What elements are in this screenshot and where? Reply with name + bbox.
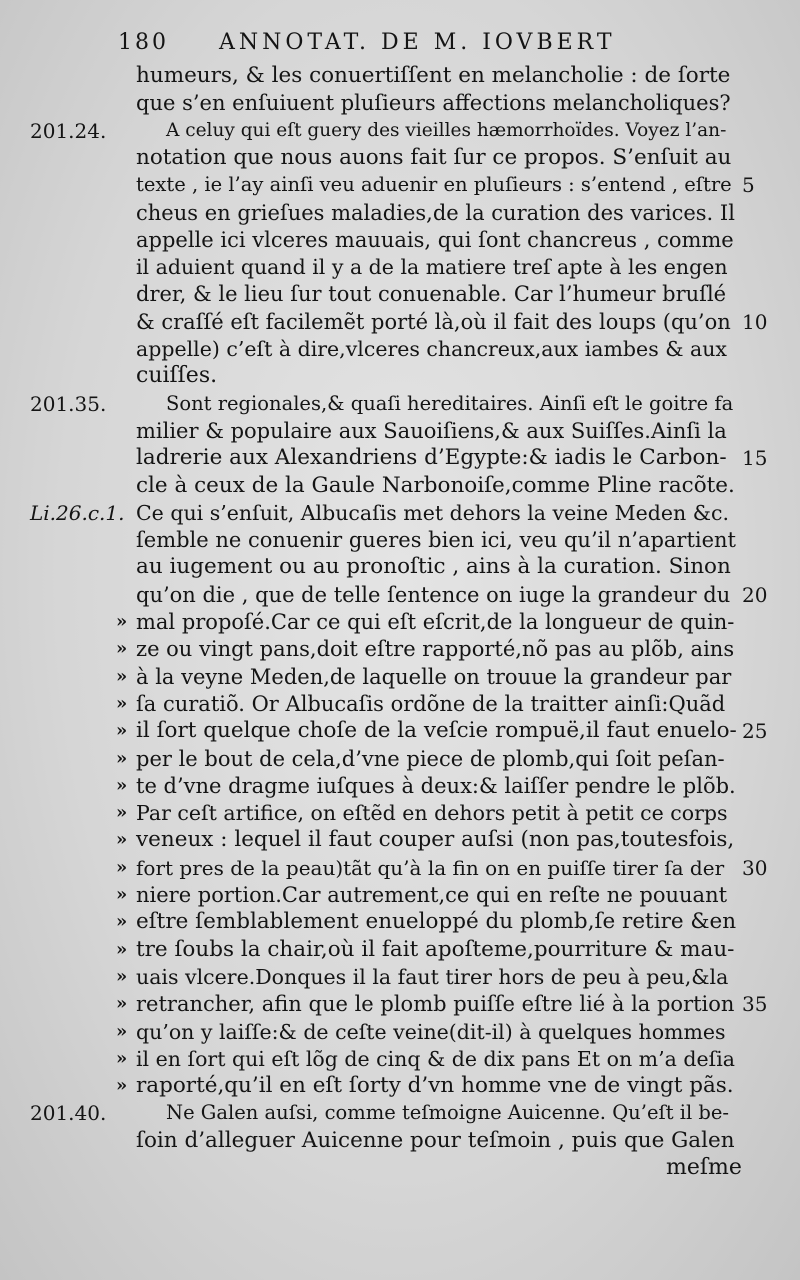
line-number: 35 xyxy=(742,992,768,1017)
line-text: fort pres de la peau)tãt qu’à la fin on en puiſſe tirer ſa der xyxy=(136,855,725,880)
quotation-mark: » xyxy=(116,747,128,769)
quotation-mark: » xyxy=(116,829,128,851)
line-number: 30 xyxy=(742,855,768,880)
line-text: il ſort quelque choſe de la veſcie rompuë,il faut enuelo- xyxy=(136,718,737,744)
line-text: raporté,qu’il en eſt ſorty d’vn homme vne de vingt pãs. xyxy=(136,1073,734,1099)
text-line xyxy=(0,963,800,992)
quotation-mark: » xyxy=(116,856,128,878)
text-line xyxy=(0,1099,800,1128)
text-line xyxy=(0,1045,800,1074)
line-text: il aduient quand il y a de la matiere treſ apte à les engen xyxy=(136,255,728,280)
quotation-mark: » xyxy=(116,802,128,824)
line-text: Sont regionales,& quaſi hereditaires. Ainſi eſt le goitre fa xyxy=(166,391,734,415)
text-line xyxy=(0,1072,800,1101)
line-text: Par ceſt artifice, on eſtẽd en dehors petit à petit ce corps xyxy=(136,801,728,826)
text-line xyxy=(0,881,800,910)
text-line xyxy=(0,253,800,282)
line-text: qu’on die , que de telle ſentence on iuge la grandeur du xyxy=(136,582,731,607)
line-text: A celuy qui eſt guery des vieilles hæmorrhoïdes. Voyez l’an- xyxy=(166,119,727,141)
text-line xyxy=(0,280,800,309)
line-text: cuiſſes. xyxy=(136,363,218,389)
line-text: veneux : lequel il faut couper auſsi (non pas,toutesfois, xyxy=(136,827,735,853)
line-text: eſtre ſemblablement enueloppé du plomb,ſe retire &en xyxy=(136,909,737,935)
line-number: 5 xyxy=(742,173,755,198)
text-line xyxy=(0,772,800,801)
text-line xyxy=(0,199,800,228)
text-line xyxy=(0,417,800,446)
line-text: mal propoſé.Car ce qui eſt eſcrit,de la longueur de quin- xyxy=(136,610,735,634)
text-line xyxy=(0,444,800,473)
line-text: appelle) c’eſt à dire,vlceres chancreux,aux iambes & aux xyxy=(136,337,727,361)
line-text: tre ſoubs la chair,où il fait apoſteme,pourriture & mau- xyxy=(136,936,735,962)
quotation-mark: » xyxy=(116,1047,128,1069)
text-line xyxy=(0,526,800,555)
margin-reference: Li.26.c.1. xyxy=(30,500,125,525)
quotation-mark: » xyxy=(116,665,128,687)
line-text: ladrerie aux Alexandriens d’Egypte:& iadis le Carbon- xyxy=(136,445,727,471)
text-line xyxy=(0,362,800,391)
quotation-mark: » xyxy=(116,938,128,960)
quotation-mark: » xyxy=(116,911,128,933)
text-line xyxy=(0,62,800,91)
margin-reference: 201.40. xyxy=(30,1101,107,1126)
quotation-mark: » xyxy=(116,638,128,660)
text-line xyxy=(0,854,800,883)
line-text: Ce qui s’enſuit, Albucaſis met dehors la veine Meden &c. xyxy=(136,500,730,525)
quotation-mark: » xyxy=(116,1020,128,1042)
text-line xyxy=(0,89,800,118)
margin-reference: 201.24. xyxy=(30,118,107,143)
line-text: Ne Galen auſsi, comme teſmoigne Auicenne. Qu’eſt il be- xyxy=(166,1101,730,1125)
text-line xyxy=(0,1018,800,1047)
text-line xyxy=(0,1127,800,1156)
line-number: 10 xyxy=(742,309,768,334)
line-text: qu’on y laiſſe:& de ceſte veine(dit-il) à quelques hommes xyxy=(136,1019,726,1044)
line-text: & craſſé eſt facilemẽt porté là,où il fait des loups (qu’on xyxy=(136,309,731,334)
line-text: humeurs, & les conuertiſſent en melancholie : de ſorte xyxy=(136,63,731,88)
running-title: ANNOTAT. DE M. IOVBERT xyxy=(219,30,616,55)
line-text: cheus en grieſues maladies,de la curation des varices. Il xyxy=(136,200,735,225)
text-line xyxy=(0,990,800,1019)
text-line xyxy=(0,826,800,855)
text-line xyxy=(0,117,800,146)
quotation-mark: » xyxy=(116,611,128,632)
line-text: texte , ie l’ay ainſi veu aduenir en pluſieurs : s’entend , eſtre xyxy=(136,173,732,197)
text-line xyxy=(0,499,800,528)
text-line xyxy=(0,390,800,419)
quotation-mark: » xyxy=(116,692,128,714)
line-text: retrancher, afin que le plomb puiſſe eſtre lié à la portion xyxy=(136,992,735,1017)
line-text: que s’en enſuiuent pluſieurs affections melancholiques? xyxy=(136,91,731,116)
line-text: te d’vne dragme iuſques à deux:& laiſſer pendre le plõb. xyxy=(136,773,736,798)
quotation-mark: » xyxy=(116,774,128,796)
quotation-mark: » xyxy=(116,1075,128,1097)
line-text: uais vlcere.Donques il la faut tirer hors de peu à peu,&la xyxy=(136,964,729,989)
text-line xyxy=(0,335,800,364)
line-text: cle à ceux de la Gaule Narbonoiſe,comme Pline racõte. xyxy=(136,472,735,498)
text-line xyxy=(0,171,800,200)
line-text: ze ou vingt pans,doit eſtre rapporté,nõ pas au plõb, ains xyxy=(136,637,735,662)
line-text: per le bout de cela,d’vne piece de plomb,qui ſoit peſan- xyxy=(136,746,725,771)
text-line xyxy=(0,690,800,719)
line-text: ſa curatiõ. Or Albucaſis ordõne de la traitter ainſi:Quãd xyxy=(136,691,726,716)
text-line xyxy=(0,745,800,774)
page-number: 180 xyxy=(118,30,169,55)
quotation-mark: » xyxy=(116,884,128,905)
margin-reference: 201.35. xyxy=(30,391,107,416)
text-line xyxy=(0,663,800,692)
text-line xyxy=(0,226,800,255)
page-header xyxy=(118,30,718,55)
quotation-mark: » xyxy=(116,965,128,987)
text-line xyxy=(0,308,800,337)
text-line xyxy=(0,635,800,664)
line-text: milier & populaire aux Sauoiſiens,& aux Suiſſes.Ainſi la xyxy=(136,418,727,443)
text-line xyxy=(0,936,800,965)
line-text: notation que nous auons fait ſur ce propos. S’enſuit au xyxy=(136,144,732,170)
text-line xyxy=(0,553,800,582)
quotation-mark: » xyxy=(116,993,128,1015)
line-text: il en ſort qui eſt lõg de cinq & de dix pans Et on m’a deſia xyxy=(136,1046,735,1071)
text-line xyxy=(0,581,800,610)
text-line xyxy=(0,908,800,937)
line-text: drer, & le lieu ſur tout conuenable. Car l’humeur bruſlé xyxy=(136,282,727,307)
line-text: au iugement ou au pronoſtic , ains à la curation. Sinon xyxy=(136,554,731,580)
line-text: appelle ici vlceres mauuais, qui ſont chancreus , comme xyxy=(136,227,734,252)
text-line xyxy=(0,608,800,637)
catchword: meſme xyxy=(666,1155,742,1180)
line-text: ſemble ne conuenir gueres bien ici, veu qu’il n’apartient xyxy=(136,528,736,553)
text-line xyxy=(0,144,800,173)
quotation-mark: » xyxy=(116,720,128,742)
text-line xyxy=(0,717,800,746)
line-text: à la veyne Meden,de laquelle on trouue la grandeur par xyxy=(136,664,732,689)
line-text: niere portion.Car autrement,ce qui en reſte ne pouuant xyxy=(136,883,728,907)
text-line xyxy=(0,472,800,501)
text-line xyxy=(0,799,800,828)
line-text: ſoin d’alleguer Auicenne pour teſmoin , puis que Galen xyxy=(136,1127,735,1153)
line-number: 15 xyxy=(742,446,768,471)
line-number: 25 xyxy=(742,719,768,744)
line-number: 20 xyxy=(742,582,768,607)
